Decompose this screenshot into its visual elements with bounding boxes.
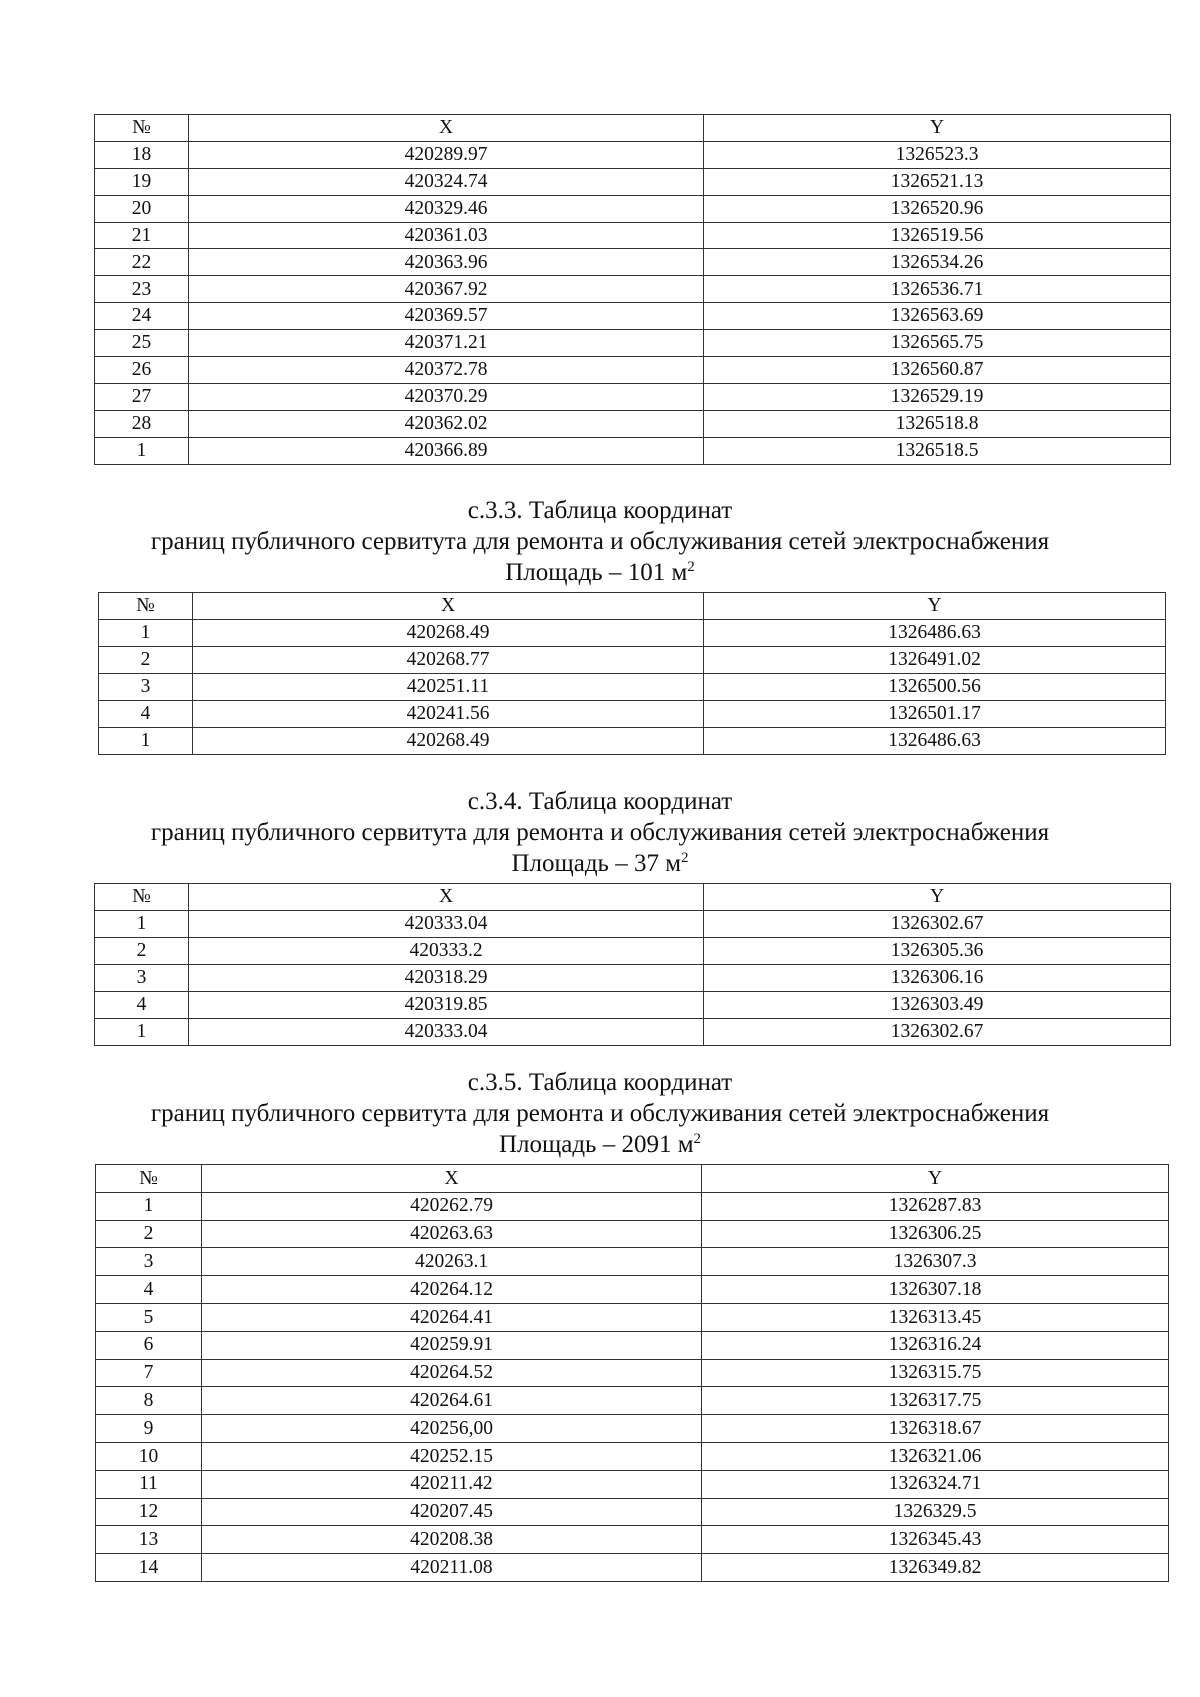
table-row [95, 410, 1171, 437]
section-heading-3-4 [0, 786, 1200, 879]
x-coordinate: 420333.2 [189, 938, 704, 965]
point-number: 11 [96, 1470, 202, 1498]
y-coordinate: 1326349.82 [702, 1554, 1169, 1582]
table-row [96, 1415, 1169, 1443]
header-y: Y [704, 115, 1171, 142]
x-coordinate: 420324.74 [189, 168, 704, 195]
section-subtitle: границ публичного сервитута для ремонта и обслуживания сетей электроснабжения [150, 1100, 1050, 1127]
y-coordinate: 1326536.71 [704, 276, 1171, 303]
point-number: 28 [95, 410, 189, 437]
y-coordinate: 1326560.87 [704, 357, 1171, 384]
table-row [95, 965, 1171, 992]
header-x: X [202, 1165, 702, 1193]
y-coordinate: 1326317.75 [702, 1387, 1169, 1415]
table-row [95, 911, 1171, 938]
coordinates-table-continuation [94, 114, 1171, 465]
y-coordinate: 1326316.24 [702, 1331, 1169, 1359]
y-coordinate: 1326501.17 [704, 701, 1166, 728]
table-header-row [95, 115, 1171, 142]
x-coordinate: 420241.56 [193, 701, 704, 728]
y-coordinate: 1326345.43 [702, 1526, 1169, 1554]
table-row [99, 728, 1166, 755]
y-coordinate: 1326534.26 [704, 249, 1171, 276]
x-coordinate: 420211.08 [202, 1554, 702, 1582]
point-number: 1 [99, 728, 193, 755]
y-coordinate: 1326563.69 [704, 303, 1171, 330]
y-coordinate: 1326303.49 [704, 992, 1171, 1019]
table-row [95, 222, 1171, 249]
x-coordinate: 420329.46 [189, 195, 704, 222]
point-number: 26 [95, 357, 189, 384]
section-title: с.3.4. Таблица координат [467, 788, 733, 815]
x-coordinate: 420268.77 [193, 647, 704, 674]
y-coordinate: 1326491.02 [704, 647, 1166, 674]
point-number: 1 [99, 620, 193, 647]
point-number: 22 [95, 249, 189, 276]
section-title: с.3.3. Таблица координат [467, 497, 733, 524]
x-coordinate: 420372.78 [189, 357, 704, 384]
table-row [96, 1387, 1169, 1415]
y-coordinate: 1326565.75 [704, 330, 1171, 357]
x-coordinate: 420264.41 [202, 1303, 702, 1331]
section-subtitle: границ публичного сервитута для ремонта и обслуживания сетей электроснабжения [150, 819, 1050, 846]
x-coordinate: 420259.91 [202, 1331, 702, 1359]
table-row [96, 1442, 1169, 1470]
y-coordinate: 1326321.06 [702, 1442, 1169, 1470]
table-row [95, 992, 1171, 1019]
area-label: Площадь – 37 м [511, 850, 682, 877]
x-coordinate: 420363.96 [189, 249, 704, 276]
point-number: 25 [95, 330, 189, 357]
x-coordinate: 420367.92 [189, 276, 704, 303]
point-number: 3 [99, 674, 193, 701]
table-row [95, 330, 1171, 357]
point-number: 10 [96, 1442, 202, 1470]
table-row [96, 1554, 1169, 1582]
coordinates-table-3-3 [98, 592, 1166, 755]
y-coordinate: 1326313.45 [702, 1303, 1169, 1331]
point-number: 2 [99, 647, 193, 674]
table-row [95, 1019, 1171, 1046]
coordinates-table-3-4 [94, 883, 1171, 1046]
point-number: 21 [95, 222, 189, 249]
point-number: 5 [96, 1303, 202, 1331]
x-coordinate: 420319.85 [189, 992, 704, 1019]
y-coordinate: 1326305.36 [704, 938, 1171, 965]
area-line [0, 557, 1200, 588]
y-coordinate: 1326302.67 [704, 1019, 1171, 1046]
table-row [95, 437, 1171, 464]
x-coordinate: 420264.12 [202, 1276, 702, 1304]
x-coordinate: 420333.04 [189, 1019, 704, 1046]
table-row [96, 1303, 1169, 1331]
point-number: 3 [96, 1248, 202, 1276]
area-line [0, 1129, 1200, 1160]
x-coordinate: 420333.04 [189, 911, 704, 938]
x-coordinate: 420263.1 [202, 1248, 702, 1276]
area-line [0, 848, 1200, 879]
point-number: 13 [96, 1526, 202, 1554]
section-title: с.3.5. Таблица координат [467, 1069, 733, 1096]
table-header-row [99, 593, 1166, 620]
table-row [95, 168, 1171, 195]
table-row [96, 1359, 1169, 1387]
point-number: 14 [96, 1554, 202, 1582]
y-coordinate: 1326318.67 [702, 1415, 1169, 1443]
point-number: 12 [96, 1498, 202, 1526]
table-header-row [96, 1165, 1169, 1193]
x-coordinate: 420371.21 [189, 330, 704, 357]
table-row [99, 620, 1166, 647]
x-coordinate: 420268.49 [193, 620, 704, 647]
x-coordinate: 420208.38 [202, 1526, 702, 1554]
point-number: 23 [95, 276, 189, 303]
coordinates-table-3-5 [95, 1164, 1169, 1582]
y-coordinate: 1326486.63 [704, 728, 1166, 755]
point-number: 1 [95, 1019, 189, 1046]
x-coordinate: 420366.89 [189, 437, 704, 464]
x-coordinate: 420362.02 [189, 410, 704, 437]
table-row [96, 1220, 1169, 1248]
y-coordinate: 1326287.83 [702, 1192, 1169, 1220]
x-coordinate: 420252.15 [202, 1442, 702, 1470]
x-coordinate: 420318.29 [189, 965, 704, 992]
point-number: 18 [95, 141, 189, 168]
point-number: 4 [96, 1276, 202, 1304]
point-number: 4 [95, 992, 189, 1019]
x-coordinate: 420262.79 [202, 1192, 702, 1220]
table-row [96, 1276, 1169, 1304]
table-row [96, 1331, 1169, 1359]
table-row [95, 357, 1171, 384]
x-coordinate: 420263.63 [202, 1220, 702, 1248]
area-label: Площадь – 2091 м [498, 1131, 694, 1158]
y-coordinate: 1326521.13 [704, 168, 1171, 195]
area-superscript: 2 [687, 559, 695, 575]
y-coordinate: 1326302.67 [704, 911, 1171, 938]
point-number: 1 [96, 1192, 202, 1220]
area-label: Площадь – 101 м [505, 559, 688, 586]
y-coordinate: 1326518.8 [704, 410, 1171, 437]
table-row [95, 276, 1171, 303]
header-number: № [96, 1165, 202, 1193]
section-heading-3-5 [0, 1067, 1200, 1160]
table-row [95, 141, 1171, 168]
x-coordinate: 420264.61 [202, 1387, 702, 1415]
x-coordinate: 420369.57 [189, 303, 704, 330]
x-coordinate: 420361.03 [189, 222, 704, 249]
table-row [95, 303, 1171, 330]
x-coordinate: 420256,00 [202, 1415, 702, 1443]
header-number: № [99, 593, 193, 620]
y-coordinate: 1326306.25 [702, 1220, 1169, 1248]
y-coordinate: 1326500.56 [704, 674, 1166, 701]
table-row [99, 674, 1166, 701]
area-superscript: 2 [681, 850, 689, 866]
section-heading-3-3 [0, 495, 1200, 588]
table-row [96, 1192, 1169, 1220]
y-coordinate: 1326519.56 [704, 222, 1171, 249]
point-number: 24 [95, 303, 189, 330]
point-number: 9 [96, 1415, 202, 1443]
point-number: 3 [95, 965, 189, 992]
section-subtitle: границ публичного сервитута для ремонта и обслуживания сетей электроснабжения [150, 528, 1050, 555]
header-y: Y [704, 884, 1171, 911]
table-row [95, 195, 1171, 222]
point-number: 27 [95, 383, 189, 410]
y-coordinate: 1326518.5 [704, 437, 1171, 464]
point-number: 2 [96, 1220, 202, 1248]
y-coordinate: 1326324.71 [702, 1470, 1169, 1498]
y-coordinate: 1326520.96 [704, 195, 1171, 222]
x-coordinate: 420370.29 [189, 383, 704, 410]
table-row [95, 383, 1171, 410]
table-row [95, 249, 1171, 276]
y-coordinate: 1326315.75 [702, 1359, 1169, 1387]
header-x: X [189, 115, 704, 142]
point-number: 6 [96, 1331, 202, 1359]
y-coordinate: 1326523.3 [704, 141, 1171, 168]
table-row [96, 1498, 1169, 1526]
table-row [96, 1470, 1169, 1498]
point-number: 8 [96, 1387, 202, 1415]
table-row [96, 1526, 1169, 1554]
point-number: 4 [99, 701, 193, 728]
y-coordinate: 1326307.3 [702, 1248, 1169, 1276]
table-row [99, 701, 1166, 728]
y-coordinate: 1326486.63 [704, 620, 1166, 647]
header-number: № [95, 115, 189, 142]
header-y: Y [704, 593, 1166, 620]
table-row [99, 647, 1166, 674]
x-coordinate: 420264.52 [202, 1359, 702, 1387]
y-coordinate: 1326306.16 [704, 965, 1171, 992]
y-coordinate: 1326329.5 [702, 1498, 1169, 1526]
y-coordinate: 1326307.18 [702, 1276, 1169, 1304]
point-number: 1 [95, 911, 189, 938]
header-y: Y [702, 1165, 1169, 1193]
table-row [96, 1248, 1169, 1276]
x-coordinate: 420289.97 [189, 141, 704, 168]
x-coordinate: 420207.45 [202, 1498, 702, 1526]
x-coordinate: 420211.42 [202, 1470, 702, 1498]
header-x: X [193, 593, 704, 620]
point-number: 19 [95, 168, 189, 195]
table-row [95, 938, 1171, 965]
header-number: № [95, 884, 189, 911]
point-number: 2 [95, 938, 189, 965]
area-superscript: 2 [693, 1131, 702, 1147]
table-header-row [95, 884, 1171, 911]
x-coordinate: 420268.49 [193, 728, 704, 755]
point-number: 1 [95, 437, 189, 464]
point-number: 7 [96, 1359, 202, 1387]
x-coordinate: 420251.11 [193, 674, 704, 701]
header-x: X [189, 884, 704, 911]
y-coordinate: 1326529.19 [704, 383, 1171, 410]
point-number: 20 [95, 195, 189, 222]
